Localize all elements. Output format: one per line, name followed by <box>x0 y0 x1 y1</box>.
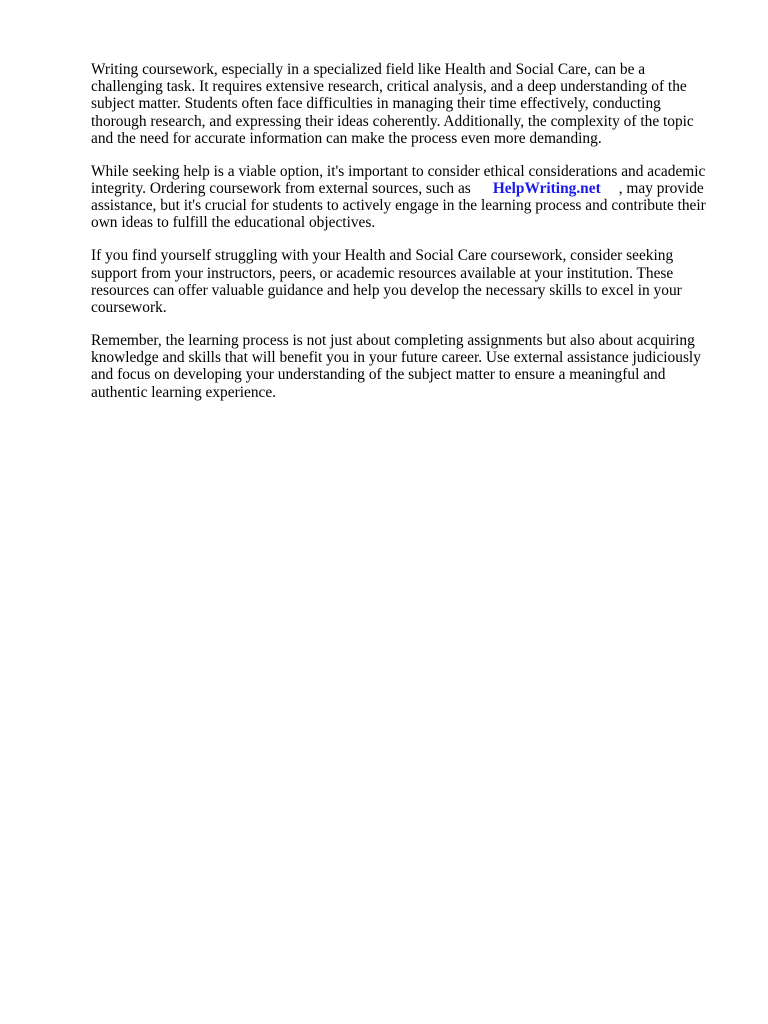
paragraph-1: Writing coursework, especially in a specialized field like Health and Social Care, can be a challenging task. It requires extensive research, critical analysis, and a deep understanding of the subject matter. Students often face difficulties in managing their time effectively, conducting thorough research, and expressing their ideas coherently. Additionally, the complexity of the topic and the need for accurate information can make the process even more demanding. <box>91 61 694 147</box>
paragraph-4: Remember, the learning process is not just about completing assignments but also about acquiring knowledge and skills that will benefit you in your future career. Use external assistance judiciously and focus on developing your understanding of the subject matter to ensure a meaningful and authentic learning experience. <box>91 332 701 401</box>
helpwriting-link[interactable]: HelpWriting.net <box>492 180 601 198</box>
document-body <box>91 61 716 417</box>
paragraph-2-text-before: While seeking help is a viable option, it's important to consider ethical considerations and academic integrity. Ordering coursework from external sources, such as <box>91 162 706 198</box>
paragraph-3: If you find yourself struggling with your Health and Social Care coursework, consider seeking support from your instructors, peers, or academic resources available at your institution. These resources can offer valuable guidance and help you develop the necessary skills to excel in your coursework. <box>91 247 682 317</box>
paragraph-2-text-after: , may provide assistance, but it's crucial for students to actively engage in the learning process and contribute their own ideas to fulfill the educational objectives. <box>91 180 706 232</box>
paragraph-2 <box>91 163 716 232</box>
